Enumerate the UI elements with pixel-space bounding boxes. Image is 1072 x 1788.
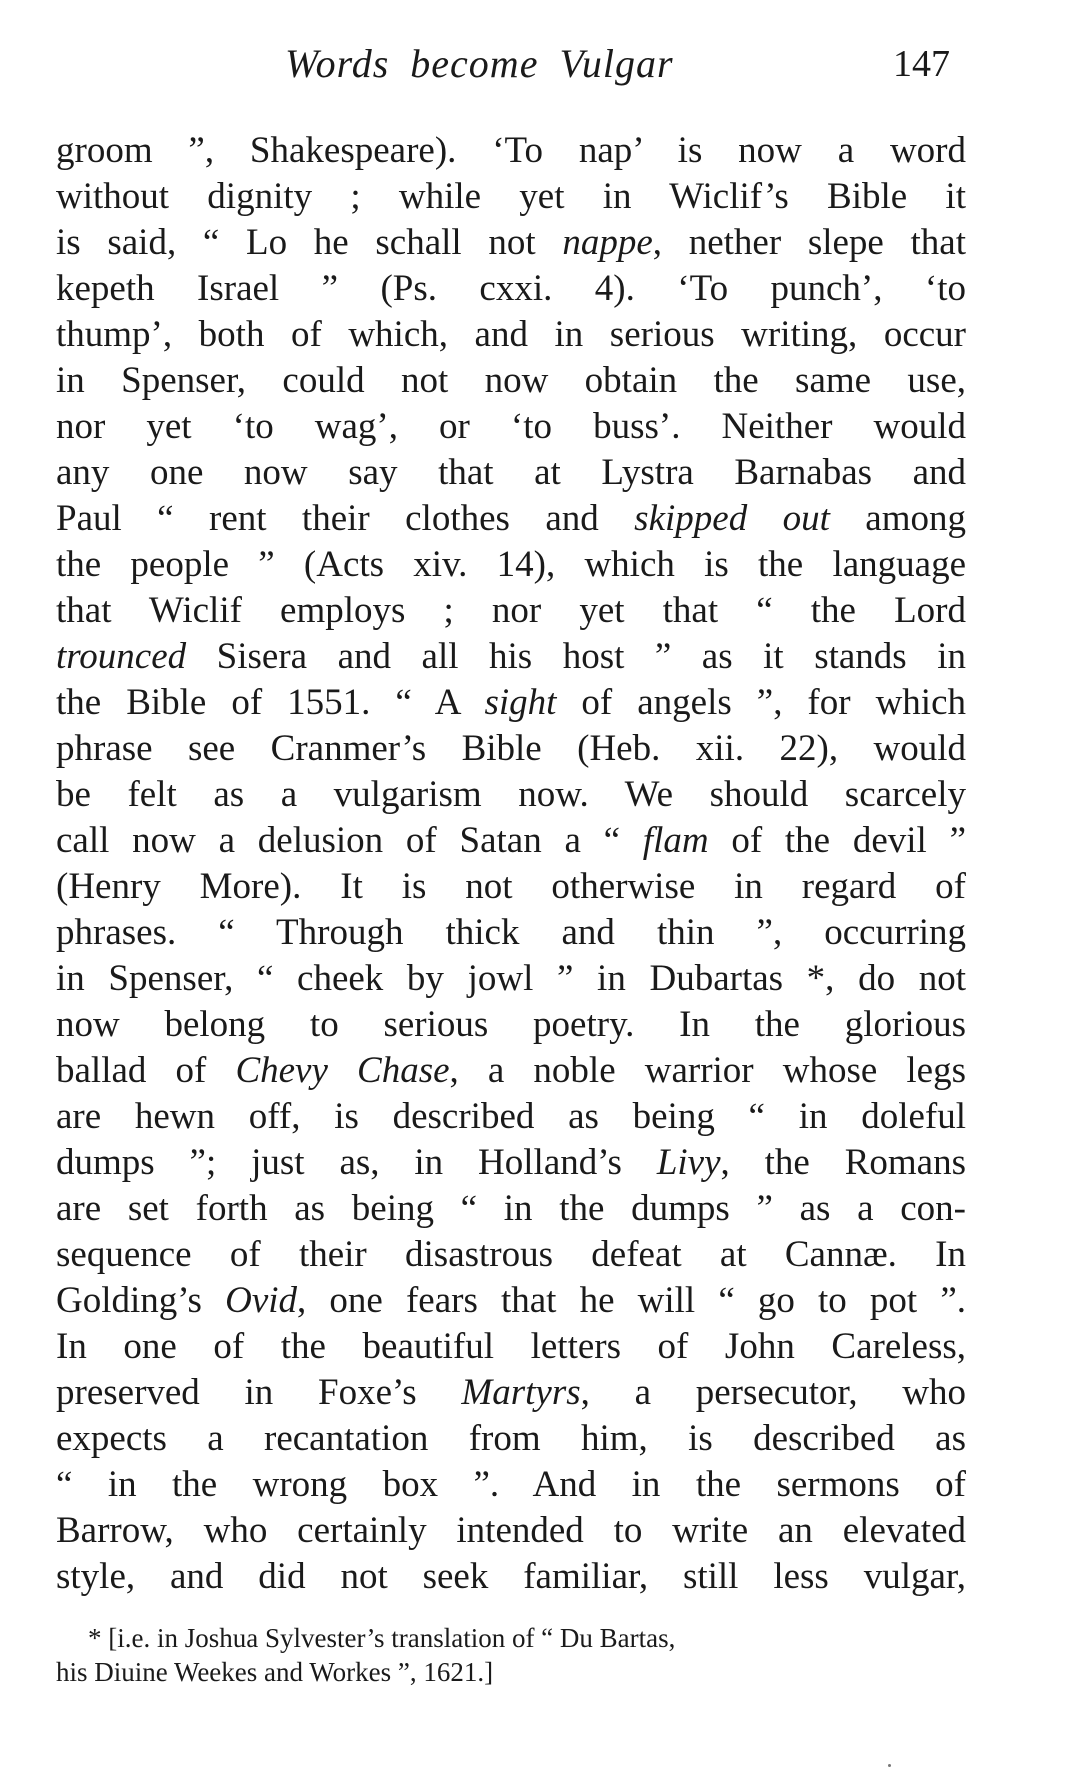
text-run: the people ” (Acts xiv. 14), which is the language bbox=[56, 544, 966, 585]
text-run: is said, “ Lo he schall not bbox=[56, 222, 563, 263]
italic-text-run: flam bbox=[642, 820, 709, 861]
text-run: now belong to serious poetry. In the glorious bbox=[56, 1004, 966, 1045]
text-run: phrase see Cranmer’s Bible (Heb. xii. 22), would bbox=[56, 728, 966, 769]
text-run: of angels ”, for which bbox=[556, 682, 966, 723]
body-text bbox=[56, 128, 966, 1600]
italic-text-run: Martyrs bbox=[461, 1372, 581, 1413]
running-title: Words become Vulgar bbox=[285, 41, 674, 86]
text-run: style, and did not seek familiar, still less vulgar, bbox=[56, 1556, 966, 1597]
text-line bbox=[56, 1140, 966, 1186]
text-run: dumps ”; just as, in Holland’s bbox=[56, 1142, 657, 1183]
text-line bbox=[56, 864, 966, 910]
page-speck-mark bbox=[888, 1764, 891, 1767]
text-line bbox=[56, 1048, 966, 1094]
italic-text-run: trounced bbox=[56, 636, 187, 677]
text-line bbox=[56, 1002, 966, 1048]
text-run: nor yet ‘to wag’, or ‘to buss’. Neither would bbox=[56, 406, 966, 447]
text-line bbox=[56, 1508, 966, 1554]
italic-text-run: Livy bbox=[656, 1142, 721, 1183]
text-run: that Wiclif employs ; nor yet that “ the Lord bbox=[56, 590, 966, 631]
text-run: groom ”, Shakespeare). ‘To nap’ is now a word bbox=[56, 130, 966, 171]
text-line bbox=[56, 404, 966, 450]
text-run: ballad of bbox=[56, 1050, 236, 1091]
text-run: call now a delusion of Satan a “ bbox=[56, 820, 643, 861]
text-run: of the devil ” bbox=[708, 820, 967, 861]
text-run: “ in the wrong box ”. And in the sermons of bbox=[56, 1464, 966, 1505]
text-run: Sisera and all his host ” as it stands in bbox=[186, 636, 966, 677]
text-line bbox=[56, 450, 966, 496]
text-line bbox=[56, 220, 966, 266]
text-run: kepeth Israel ” (Ps. cxxi. 4). ‘To punch’, ‘to bbox=[56, 268, 966, 309]
text-line bbox=[56, 726, 966, 772]
text-line bbox=[56, 1416, 966, 1462]
text-run: , a persecutor, who bbox=[580, 1372, 966, 1413]
text-line bbox=[56, 818, 966, 864]
text-line bbox=[56, 1462, 966, 1508]
text-line bbox=[56, 1554, 966, 1600]
italic-text-run: sight bbox=[484, 682, 557, 723]
italic-text-run: Ovid bbox=[225, 1280, 298, 1321]
text-run: sequence of their disastrous defeat at Cannæ. In bbox=[56, 1234, 966, 1275]
text-run: In one of the beautiful letters of John Careless, bbox=[56, 1326, 966, 1367]
text-line bbox=[56, 312, 966, 358]
text-line bbox=[56, 1232, 966, 1278]
page-number: 147 bbox=[893, 43, 950, 85]
text-line bbox=[56, 956, 966, 1002]
footnote-line: * [i.e. in Joshua Sylvester’s translation of “ Du Bartas, bbox=[88, 1623, 676, 1653]
text-run: , nether slepe that bbox=[652, 222, 967, 263]
text-run: Golding’s bbox=[56, 1280, 226, 1321]
text-line bbox=[56, 588, 966, 634]
text-run: in Spenser, could not now obtain the same use, bbox=[56, 360, 966, 401]
text-run: in Spenser, “ cheek by jowl ” in Dubartas *, do not bbox=[56, 958, 966, 999]
text-line bbox=[56, 358, 966, 404]
text-line bbox=[56, 772, 966, 818]
italic-text-run: Chevy Chase bbox=[235, 1050, 450, 1091]
text-run: , a noble warrior whose legs bbox=[449, 1050, 966, 1091]
text-line bbox=[56, 1278, 966, 1324]
text-line bbox=[56, 174, 966, 220]
text-line bbox=[56, 1324, 966, 1370]
text-run: without dignity ; while yet in Wiclif’s Bible it bbox=[56, 176, 966, 217]
text-run: be felt as a vulgarism now. We should scarcely bbox=[56, 774, 966, 815]
footnote-line: his Diuine Weekes and Workes ”, 1621.] bbox=[56, 1657, 494, 1687]
text-run: phrases. “ Through thick and thin ”, occurring bbox=[56, 912, 966, 953]
text-run: any one now say that at Lystra Barnabas and bbox=[56, 452, 966, 493]
text-run: (Henry More). It is not otherwise in regard of bbox=[56, 866, 966, 907]
text-run: preserved in Foxe’s bbox=[56, 1372, 462, 1413]
text-line bbox=[56, 128, 966, 174]
text-run: expects a recantation from him, is described as bbox=[56, 1418, 966, 1459]
text-line bbox=[56, 1370, 966, 1416]
text-line bbox=[56, 1186, 966, 1232]
italic-text-run: skipped out bbox=[634, 498, 830, 539]
italic-text-run: nappe bbox=[562, 222, 653, 263]
text-run: thump’, both of which, and in serious writing, occur bbox=[56, 314, 966, 355]
text-line bbox=[56, 1094, 966, 1140]
text-line bbox=[56, 266, 966, 312]
text-line bbox=[56, 910, 966, 956]
text-line bbox=[56, 542, 966, 588]
text-run: , the Romans bbox=[720, 1142, 966, 1183]
text-line bbox=[56, 680, 966, 726]
text-run: Paul “ rent their clothes and bbox=[56, 498, 635, 539]
footnote bbox=[56, 1621, 966, 1689]
text-run: Barrow, who certainly intended to write an elevated bbox=[56, 1510, 966, 1551]
text-line bbox=[56, 634, 966, 680]
text-run: the Bible of 1551. “ A bbox=[56, 682, 485, 723]
page-header bbox=[0, 40, 1072, 96]
text-run: , one fears that he will “ go to pot ”. bbox=[297, 1280, 966, 1321]
text-run: are hewn off, is described as being “ in doleful bbox=[56, 1096, 966, 1137]
text-line bbox=[56, 496, 966, 542]
text-run: are set forth as being “ in the dumps ” as a con- bbox=[56, 1188, 966, 1229]
text-run: among bbox=[829, 498, 966, 539]
